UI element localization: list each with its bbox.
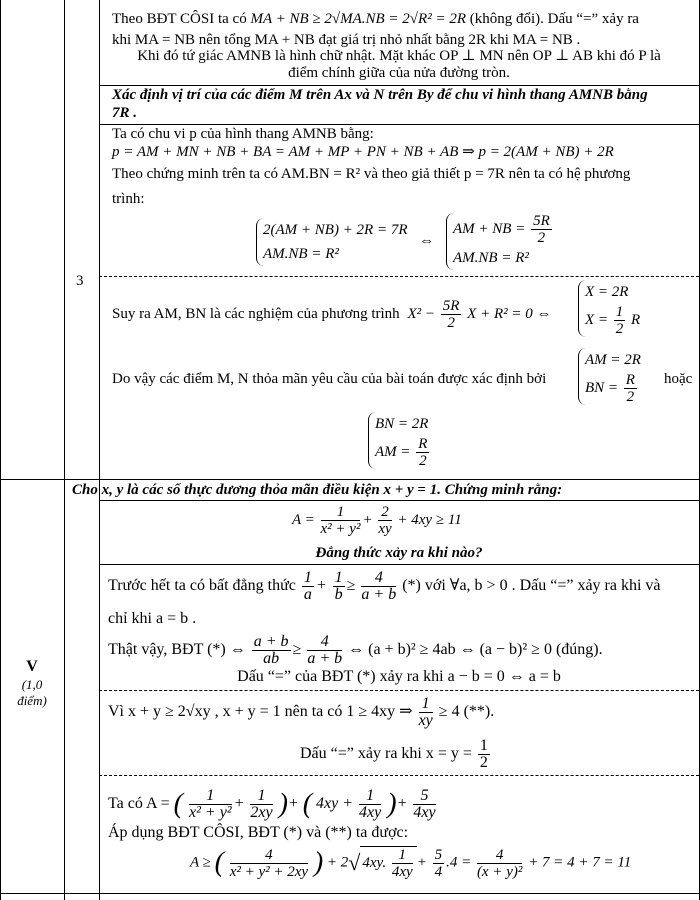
denominator: xy bbox=[418, 712, 433, 729]
denominator: a bbox=[303, 586, 312, 603]
text-fragment: Vì x + y ≥ 2√xy , x + y = 1 nên ta có 1 ≥ 4xy ⇒ bbox=[108, 703, 413, 721]
text-line bbox=[112, 10, 639, 28]
numerator: 2 bbox=[378, 504, 391, 521]
text-fragment: ≥ 4 (**). bbox=[438, 703, 495, 721]
text-line bbox=[108, 634, 603, 667]
text-line: chỉ khi a = b . bbox=[108, 610, 197, 627]
text-fragment: + 2 bbox=[326, 854, 349, 871]
system-line: AM = 2R bbox=[585, 352, 641, 368]
equation-system bbox=[256, 213, 554, 270]
text-line: Do vậy các điểm M, N thỏa mãn yêu cầu của bài toán được xác định bởi bbox=[112, 371, 547, 387]
numerator: 1 bbox=[479, 737, 488, 754]
math-expression: MA + NB ≥ 2√MA.NB = 2√R² = 2R bbox=[250, 11, 466, 27]
sqrt-sign: √ bbox=[348, 850, 361, 875]
system-line: BN = 2R bbox=[375, 416, 429, 432]
numerator: R bbox=[418, 436, 428, 452]
system-line bbox=[585, 304, 640, 337]
text-fragment: 4xy + bbox=[316, 795, 354, 813]
text-fragment: 4xy. bbox=[362, 854, 387, 871]
numerator: 1 bbox=[419, 696, 433, 713]
text-fragment: Theo BĐT CÔSI ta có bbox=[112, 11, 247, 27]
math-expression: A = $\frac{1}{\text{x² + y²}}$ + $\frac{2}{xy}$ + 4xy ≥ 11 bbox=[292, 504, 462, 537]
text-fragment: .4 = bbox=[446, 854, 472, 871]
text-fragment: X² − bbox=[407, 305, 435, 322]
numerator: 5R bbox=[533, 213, 550, 229]
text-fragment: R bbox=[631, 311, 641, 328]
fraction bbox=[378, 504, 391, 537]
text-line: điểm chính giữa của nửa đường tròn. bbox=[288, 65, 510, 81]
math-expression bbox=[407, 298, 552, 331]
question-statement: Đẳng thức xảy ra khi nào? bbox=[315, 545, 483, 561]
system-line: AM.NB = R² bbox=[453, 250, 529, 266]
text-line: Theo chứng minh trên ta có AM.BN = R² và theo giả thiết p = 7R nên ta có hệ phương bbox=[112, 166, 631, 182]
text-fragment: A ≥ bbox=[190, 854, 211, 871]
answer-system bbox=[368, 412, 431, 469]
numerator: 1 bbox=[615, 304, 624, 320]
denominator: 4xy bbox=[359, 804, 382, 821]
text-fragment: Trước hết ta có bất đẳng thức bbox=[108, 577, 296, 595]
denominator: 2 bbox=[479, 754, 488, 771]
text-fragment: BN = bbox=[585, 379, 619, 396]
numerator: 1 bbox=[250, 788, 272, 805]
fraction bbox=[230, 847, 308, 880]
fraction bbox=[477, 847, 522, 880]
numerator: 1 bbox=[321, 504, 361, 521]
text-fragment: Ta có A = bbox=[108, 795, 170, 813]
left-paren: ( bbox=[302, 788, 313, 820]
fraction bbox=[478, 738, 490, 771]
fraction bbox=[416, 436, 429, 469]
text-fragment: + 4xy ≥ 11 bbox=[397, 511, 462, 528]
denominator: 2 bbox=[626, 389, 635, 405]
question-heading: Xác định vị trí của các điểm M trên Ax và N trên By để chu vi hình thang AMNB bằng bbox=[112, 87, 648, 103]
table-left-border bbox=[0, 0, 1, 900]
section-divider bbox=[0, 479, 700, 480]
dashed-divider bbox=[99, 775, 699, 776]
denominator: xy bbox=[378, 521, 392, 537]
denominator: 2 bbox=[615, 321, 624, 337]
system-line: X = 2R bbox=[585, 284, 629, 300]
fraction bbox=[302, 570, 314, 603]
text-line: khi MA = NB nên tổng MA + NB đạt giá trị nhỏ nhất bằng 2R khi MA = NB . bbox=[112, 32, 581, 48]
fraction bbox=[441, 298, 462, 331]
solution-system bbox=[578, 280, 640, 337]
math-expression: $\frac{a + b}{ab}$ ≥ $\frac{4}{a + b}$ ⇔ (a + b)² ≥ 4ab ⇔ (a − b)² ≥ 0 (đúng). bbox=[253, 633, 603, 667]
denominator: ab bbox=[263, 650, 280, 667]
question-number: 3 bbox=[76, 273, 84, 289]
denominator: 4 bbox=[434, 863, 443, 880]
numerator: 4 bbox=[230, 847, 308, 864]
denominator: 2 bbox=[537, 230, 546, 246]
math-expression: A ≥ ( $\frac{4}{\text{x² + y² + 2xy}}$ ) + 2√ 4xy. $\frac{1}{4xy}$ + $\frac{5}{4}$ .4 = $\frac{4}{\text{(x + y)²}}$ + 7 = 4 + 7 = 11 bbox=[190, 846, 632, 880]
numerator: 1 bbox=[334, 569, 343, 586]
fraction bbox=[307, 634, 342, 667]
system-line bbox=[375, 436, 431, 469]
fraction bbox=[252, 634, 291, 667]
text-fragment: Thật vậy, BĐT (*) ⇔ bbox=[108, 641, 246, 659]
numerator: 4 bbox=[307, 634, 342, 651]
denominator: a + b bbox=[307, 650, 343, 667]
denominator: b bbox=[334, 586, 343, 603]
table-col-divider bbox=[99, 0, 100, 900]
text-line bbox=[300, 738, 492, 771]
section-points: (1,0 bbox=[21, 677, 43, 692]
numerator: 5R bbox=[442, 298, 460, 314]
left-paren: ( bbox=[173, 788, 183, 820]
denominator: a + b bbox=[361, 586, 397, 603]
section-number: V bbox=[26, 658, 38, 675]
table-col-divider bbox=[64, 0, 65, 900]
denominator: (x + y)² bbox=[476, 863, 523, 880]
numerator: 4 bbox=[477, 847, 522, 864]
question-heading: 7R . bbox=[112, 105, 138, 121]
text-fragment: ⇔ (a + b)² ≥ 4ab ⇔ (a − b)² ≥ 0 (đúng). bbox=[348, 641, 603, 659]
brace-system bbox=[446, 213, 554, 270]
right-paren: ) bbox=[313, 847, 324, 878]
system-line bbox=[453, 213, 554, 246]
fraction bbox=[333, 570, 345, 603]
fraction bbox=[433, 847, 445, 880]
text-line: Khi đó tứ giác AMNB là hình chữ nhật. Mặt khác OP ⊥ MN nên OP ⊥ AB khi đó P là bbox=[137, 48, 661, 64]
numerator: 5 bbox=[434, 846, 443, 863]
text-fragment: A = bbox=[292, 511, 315, 528]
numerator: 1 bbox=[303, 569, 312, 586]
text-line: Áp dụng BĐT CÔSI, BĐT (*) và (**) ta được: bbox=[108, 824, 409, 841]
row-divider bbox=[99, 564, 699, 565]
denominator: x² + y² + 2xy bbox=[229, 863, 309, 880]
right-paren: ) bbox=[278, 788, 288, 820]
text-line bbox=[108, 788, 438, 821]
brace-system bbox=[578, 280, 640, 337]
brace-system bbox=[368, 412, 431, 469]
table-bottom-border bbox=[0, 893, 700, 894]
dashed-divider bbox=[99, 276, 699, 277]
row-divider bbox=[99, 500, 699, 501]
text-fragment: (không đổi). Dấu “=” xảy ra bbox=[469, 11, 639, 27]
denominator: x² + y² bbox=[320, 521, 361, 537]
denominator: x² + y² bbox=[189, 804, 232, 821]
system-line bbox=[585, 372, 641, 405]
system-line: 2(AM + NB) + 2R = 7R bbox=[263, 221, 408, 238]
denominator: 2xy bbox=[250, 804, 273, 821]
text-fragment: hoặc bbox=[664, 371, 693, 387]
dashed-divider bbox=[99, 690, 699, 691]
denominator: 4xy bbox=[391, 864, 413, 880]
numerator: 5 bbox=[413, 788, 435, 805]
text-fragment: AM = bbox=[375, 443, 411, 460]
text-fragment: X + R² = 0 ⇔ bbox=[467, 305, 552, 322]
text-fragment: Suy ra AM, BN là các nghiệm của phương trình bbox=[112, 305, 400, 322]
fraction bbox=[189, 788, 232, 821]
fraction bbox=[361, 570, 396, 603]
text-fragment: Dấu “=” xảy ra khi x = y = bbox=[300, 745, 472, 763]
left-paren: ( bbox=[214, 847, 224, 878]
fraction bbox=[413, 788, 435, 821]
text-fragment: X = bbox=[585, 311, 609, 328]
fraction bbox=[250, 788, 272, 821]
numerator: 1 bbox=[189, 788, 232, 805]
text-fragment: + 7 = 4 + 7 = 11 bbox=[528, 854, 632, 871]
fraction bbox=[614, 304, 626, 337]
math-expression: ( $\frac{1}{\text{x² + y²}}$ + $\frac{1}{2xy}$ )+ ( 4xy + $\frac{1}{4xy}$ )+ $\frac{5}{4xy}$ bbox=[173, 787, 436, 821]
text-line bbox=[112, 298, 551, 331]
numerator: R bbox=[625, 372, 635, 388]
section-points-unit: điểm) bbox=[17, 693, 47, 708]
brace-system bbox=[256, 218, 408, 266]
text-line: Dấu “=” của BĐT (*) xảy ra khi a − b = 0 ⇔ a = b bbox=[237, 668, 561, 685]
fraction bbox=[392, 847, 413, 880]
text-line: trình: bbox=[112, 191, 145, 207]
right-paren: ) bbox=[387, 788, 397, 820]
fraction bbox=[359, 788, 381, 821]
math-expression: $\frac{1}{a}$ + $\frac{1}{b}$ ≥ $\frac{4}{a + b}$ bbox=[303, 569, 397, 603]
brace-system bbox=[578, 348, 641, 405]
denominator: 4xy bbox=[413, 804, 436, 821]
denominator: 2 bbox=[419, 453, 427, 469]
equivalence-arrow: ⇔ bbox=[419, 232, 435, 249]
fraction bbox=[531, 213, 552, 246]
question-statement: Cho x, y là các số thực dương thỏa mãn điều kiện x + y = 1. Chứng minh rằng: bbox=[72, 482, 563, 498]
radicand bbox=[360, 846, 416, 880]
text-line: Ta có chu vi p của hình thang AMNB bằng: bbox=[112, 126, 374, 142]
math-expression: p = AM + MN + NB + BA = AM + MP + PN + NB + AB ⇒ p = 2(AM + NB) + 2R bbox=[112, 144, 614, 160]
text-line bbox=[108, 570, 661, 603]
numerator: 4 bbox=[361, 570, 396, 587]
numerator: a + b bbox=[253, 633, 289, 650]
text-fragment: (*) với ∀a, b > 0 . Dấu “=” xảy ra khi và bbox=[402, 577, 661, 595]
fraction bbox=[419, 696, 433, 729]
text-fragment: AM + NB = bbox=[453, 220, 526, 237]
numerator: 1 bbox=[359, 788, 381, 805]
fraction bbox=[321, 504, 361, 537]
answer-system bbox=[578, 348, 641, 405]
fraction bbox=[624, 372, 637, 405]
system-line: AM.NB = R² bbox=[263, 245, 339, 262]
denominator: 2 bbox=[447, 315, 455, 331]
text-line bbox=[108, 696, 494, 729]
numerator: 1 bbox=[392, 847, 413, 864]
